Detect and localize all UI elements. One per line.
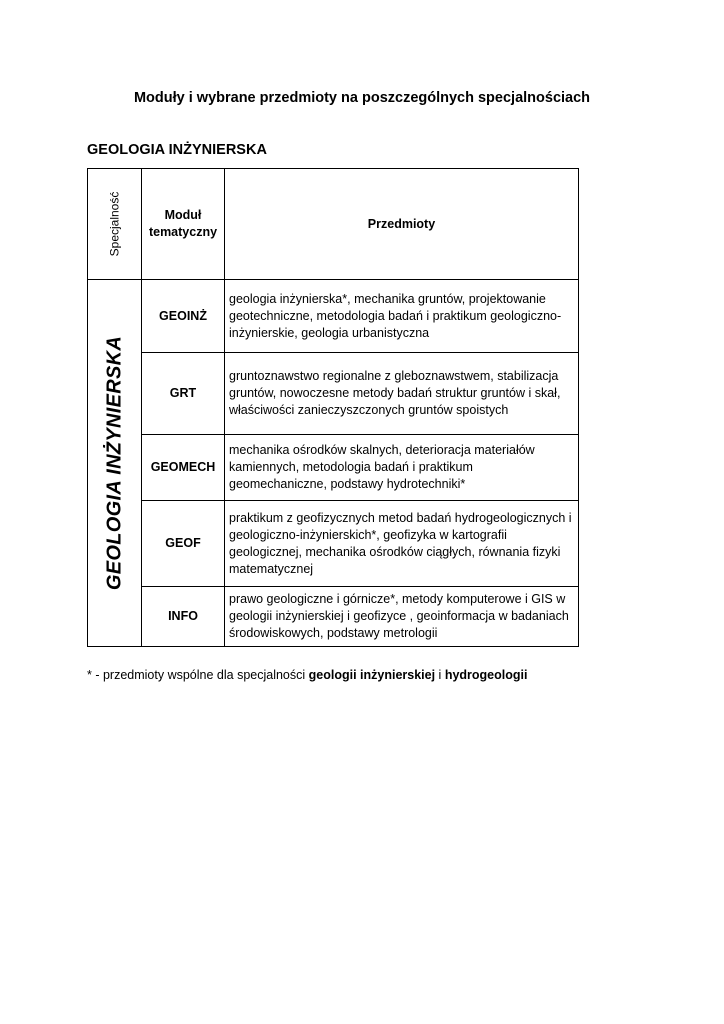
footnote	[87, 667, 527, 684]
footnote-prefix: * - przedmioty wspólne dla specjalności	[87, 668, 309, 682]
subjects-text: geologia inżynierska*, mechanika gruntów, projektowanie geotechniczne, metodologia badań i praktikum geologiczno-inżynierskie, geologia urbanistyczna	[225, 280, 579, 353]
section-title: GEOLOGIA INŻYNIERSKA	[87, 142, 267, 158]
table-row	[88, 501, 579, 587]
modules-table	[87, 168, 579, 647]
header-specialty-cell	[88, 169, 142, 280]
page-title: Moduły i wybrane przedmioty na poszczególnych specjalnościach	[133, 90, 591, 106]
module-code: GEOF	[142, 501, 225, 587]
header-specialty: Specjalność	[107, 191, 121, 257]
specialty-name: GEOLOGIA INŻYNIERSKA	[103, 335, 125, 591]
subjects-text: praktikum z geofizycznych metod badań hydrogeologicznych i geologiczno-inżynierskich*, geofizyka w kartografii geologicznej, mechanika ośrodków ciągłych, równania fizyki matematycznej	[225, 501, 579, 587]
table-row	[88, 353, 579, 435]
header-subjects: Przedmioty	[225, 169, 579, 280]
subjects-text: mechanika ośrodków skalnych, deterioracja materiałów kamiennych, metodologia badań i praktikum geomechaniczne, podstawy hydrotechniki*	[225, 435, 579, 501]
specialty-cell	[88, 280, 142, 647]
table-row	[88, 280, 579, 353]
header-module: Moduł tematyczny	[142, 169, 225, 280]
module-code: INFO	[142, 587, 225, 647]
footnote-specialty-1: geologii inżynierskiej	[308, 668, 436, 682]
subjects-text: prawo geologiczne i górnicze*, metody komputerowe i GIS w geologii inżynierskiej i geofizyce , geoinformacja w badaniach środowiskowych, podstawy metrologii	[225, 587, 579, 647]
table-row	[88, 435, 579, 501]
module-code: GRT	[142, 353, 225, 435]
table-header-row	[88, 169, 579, 280]
module-code: GEOINŻ	[142, 280, 225, 353]
module-code: GEOMECH	[142, 435, 225, 501]
subjects-text: gruntoznawstwo regionalne z gleboznawstwem, stabilizacja gruntów, nowoczesne metody badań struktur gruntów i skał, właściwości zanieczyszczonych gruntów spoistych	[225, 353, 579, 435]
footnote-specialty-2: hydrogeologii	[444, 668, 528, 682]
footnote-conjunction: i	[435, 668, 445, 682]
table-row	[88, 587, 579, 647]
